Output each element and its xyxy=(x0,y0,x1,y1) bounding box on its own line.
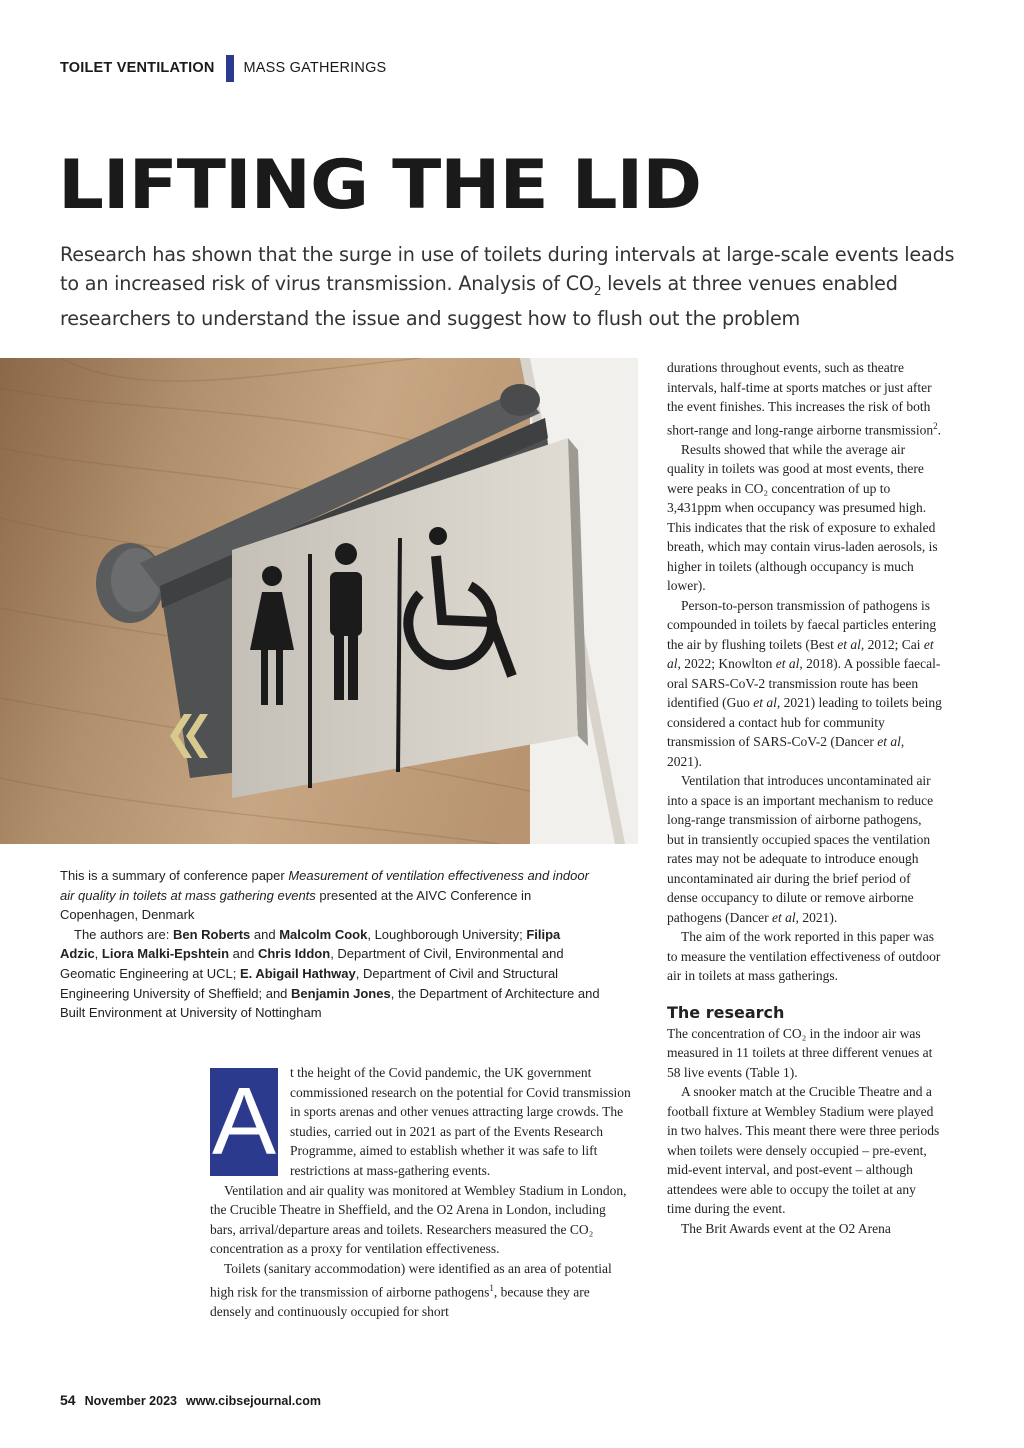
section-label: TOILET VENTILATION xyxy=(60,60,215,76)
page-footer xyxy=(60,1392,321,1408)
section-header xyxy=(60,57,386,79)
page-number: 54 xyxy=(60,1392,76,1408)
article-standfirst: Research has shown that the surge in use of toilets during intervals at large-scale events leads to an increased risk of virus transmission. Analysis of $CO_2$ levels at three venues enabled researchers to understand the issue and suggest how to flush out the problem xyxy=(60,243,955,330)
body-column-right: durations throughout events, such as theatre intervals, half-time at sports matches or just after the event finishes. This increases the risk of both short-range and long-range airborne transmission$^2$. Results showed that while the average air quality in toilets was good at most events, there were peaks in CO₂ concentration of up to 3,431ppm when occupancy was presumed high. This indicates that the risk of exposure to exhaled breath, which may contain virus-laden aerosols, is higher in toilets (although occupancy is much lower). Person-to-person transmission of pathogens is compounded in toilets by faecal particles entering the air by flushing toilets (Best et al, 2012; Cai et al, 2022; Knowlton et al, 2018). A possible faecal-oral SARS-CoV-2 transmission route has been identified (Guo et al, 2021) leading to toilets being considered a contact hub for community transmission of SARS-CoV-2 (Dancer et al, 2021). Ventilation that introduces uncontaminated air into a space is an important mechanism to reduce long-range transmission of airborne pathogens, but in transiently occupied spaces the ventilation rates may not be adequate to introduce enough uncontaminated air during the brief period of dense occupancy to dilute or remove airborne pathogens (Dancer et al, 2021). The aim of the work reported in this paper was to measure the ventilation effectiveness of outdoor air in toilets at mass gatherings. The research The concentration of CO₂ in the indoor air was measured in 11 toilets at three different venues at 58 live events (Table 1). A snooker match at the Crucible Theatre and a football fixture at Wembley Stadium were played in two halves. This meant there were three periods when toilets were densely occupied – pre-event, mid-event interval, and post-event – although attendees were able to occupy the toilet at any time during the event. The Brit Awards event at the O2 Arena xyxy=(667,360,942,1236)
drop-cap: A xyxy=(211,1068,277,1175)
research-heading: The research xyxy=(667,1002,785,1022)
subsection-label: MASS GATHERINGS xyxy=(243,60,387,76)
issue-date: November 2023 xyxy=(84,1394,177,1408)
journal-url: www.cibsejournal.com xyxy=(186,1394,321,1408)
header-divider xyxy=(226,55,234,82)
body-column-left: A t the height of the Covid pandemic, the UK government commissioned research on the potential for Covid transmission in sports arenas and other venues attracting large crowds. The studies, carried out in 2021 as part of the Events Research Programme, aimed to establish whether it was safe to lift restrictions at mass-gathering events. Ventilation and air quality was monitored at Wembley Stadium in London, the Crucible Theatre in Sheffield, and the O2 Arena in London, including bars, arrival/departure areas and toilets. Researchers measured the CO₂ concentration as a proxy for ventilation effectiveness. Toilets (sanitary accommodation) were identified as an area of potential high risk for the transmission of airborne pathogens$^1$, because they are densely and continuously occupied for short xyxy=(210,1065,631,1319)
toilet-sign-photo xyxy=(0,358,638,844)
summary-caption: This is a summary of conference paper Measurement of ventilation effectiveness and indoor air quality in toilets at mass gathering events presented at the AIVC Conference in Copenhagen, Denmark The authors are: Ben Roberts and Malcolm Cook, Loughborough University; Filipa Adzic, Liora Malki-Epshtein and Chris Iddon, Department of Civil, Environmental and Geomatic Engineering at UCL; E. Abigail Hathway, Department of Civil and Structural Engineering University of Sheffield; and Benjamin Jones, the Department of Architecture and Built Environment at University of Nottingham xyxy=(60,868,600,1021)
article-headline: LIFTING THE LID xyxy=(58,146,702,225)
